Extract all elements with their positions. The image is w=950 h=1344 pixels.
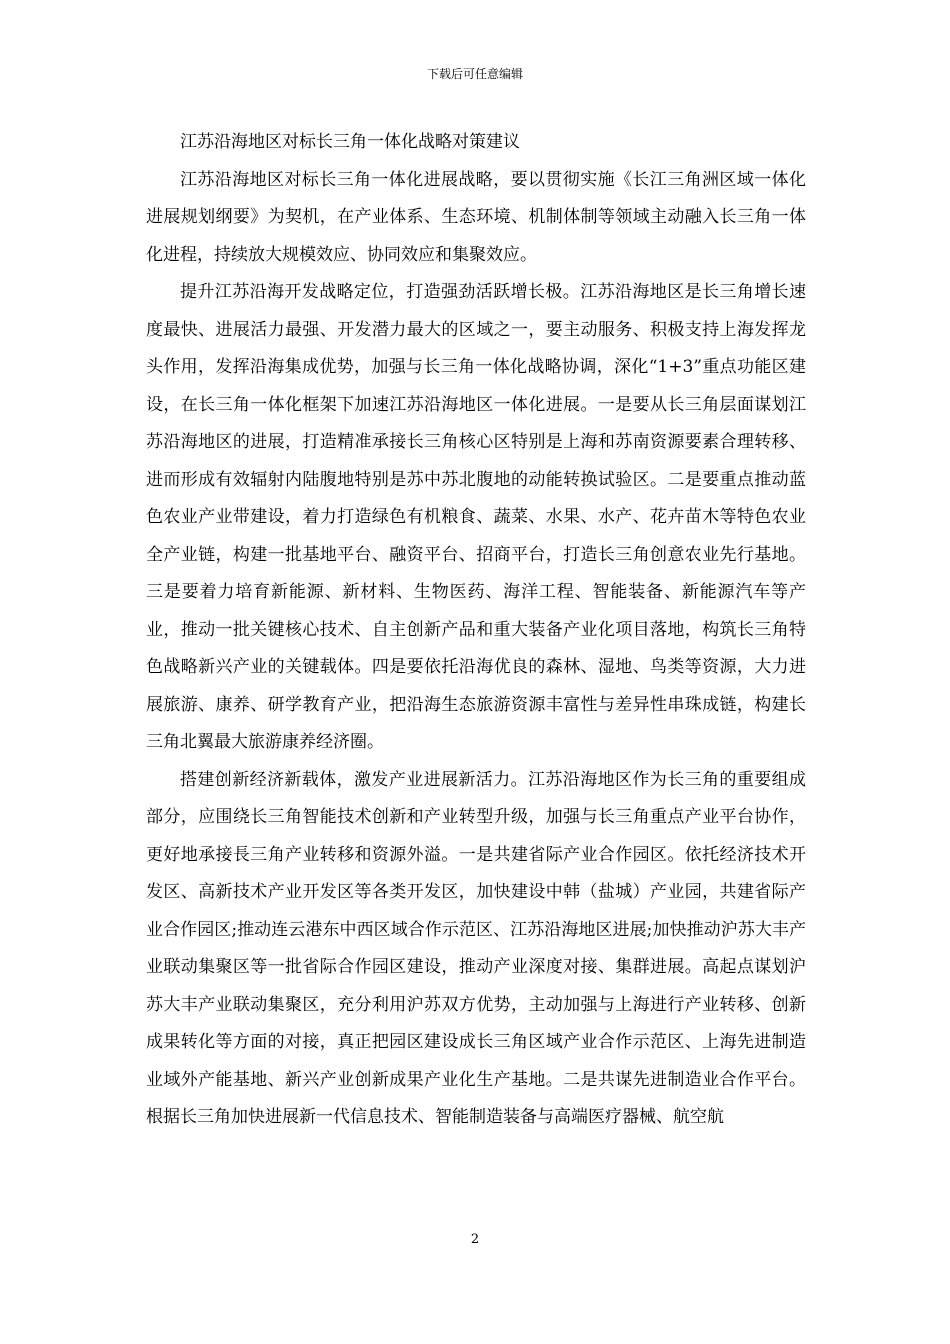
page-header-note: 下载后可任意编辑 <box>426 67 523 81</box>
page-number: 2 <box>470 1232 480 1247</box>
document-body <box>146 124 806 1137</box>
paragraph-growth-pole: 提升江苏沿海开发战略定位，打造强劲活跃增长极。江苏沿海地区是长三角增长速度最快、进展活力最强、开发潜力最大的区域之一，要主动服务、积极支持上海发挥龙头作用，发挥沿海集成优势，加强与长三角一体化战略协调，深化“1+3”重点功能区建设，在长三角一体化框架下加速江苏沿海地区一体化进展。一是要从长三角层面谋划江苏沿海地区的进展，打造精准承接长三角核心区特别是上海和苏南资源要素合理转移、进而形成有效辐射内陆腹地特别是苏中苏北腹地的动能转换试验区。二是要重点推动蓝色农业产业带建设，着力打造绿色有机粮食、蔬菜、水果、水产、花卉苗木等特色农业全产业链，构建一批基地平台、融资平台、招商平台，打造长三角创意农业先行基地。三是要着力培育新能源、新材料、生物医药、海洋工程、智能装备、新能源汽车等产业，推动一批关键核心技术、自主创新产品和重大装备产业化项目落地，构筑长三角特色战略新兴产业的关键载体。四是要依托沿海优良的森林、湿地、鸟类等资源，大力进展旅游、康养、研学教育产业，把沿海生态旅游资源丰富性与差异性串珠成链，构建长三角北翼最大旅游康养经济圈。 <box>146 282 806 752</box>
paragraph-intro: 江苏沿海地区对标长三角一体化进展战略，要以贯彻实施《长江三角洲区域一体化进展规划纲要》为契机，在产业体系、生态环境、机制体制等领域主动融入长三角一体化进程，持续放大规模效应、协同效应和集聚效应。 <box>146 169 806 265</box>
document-title: 江苏沿海地区对标长三角一体化战略对策建议 <box>180 132 520 152</box>
paragraph-innovation-carrier: 搭建创新经济新载体，激发产业进展新活力。江苏沿海地区作为长三角的重要组成部分，应围绕长三角智能技术创新和产业转型升级，加强与长三角重点产业平台协作，更好地承接長三角产业转移和资源外溢。一是共建省际产业合作园区。依托经济技术开发区、高新技术产业开发区等各类开发区，加快建设中韩（盐城）产业园，共建省际产业合作园区;推动连云港东中西区域合作示范区、江苏沿海地区进展;加快推动沪苏大丰产业联动集聚区等一批省际合作园区建设，推动产业深度对接、集群进展。高起点谋划沪苏大丰产业联动集聚区，充分利用沪苏双方优势，主动加强与上海进行产业转移、创新成果转化等方面的对接，真正把园区建设成长三角区域产业合作示范区、上海先进制造业域外产能基地、新兴产业创新成果产业化生产基地。二是共谋先进制造业合作平台。根据长三角加快进展新一代信息技术、智能制造装备与高端医疗器械、航空航 <box>146 769 806 1127</box>
